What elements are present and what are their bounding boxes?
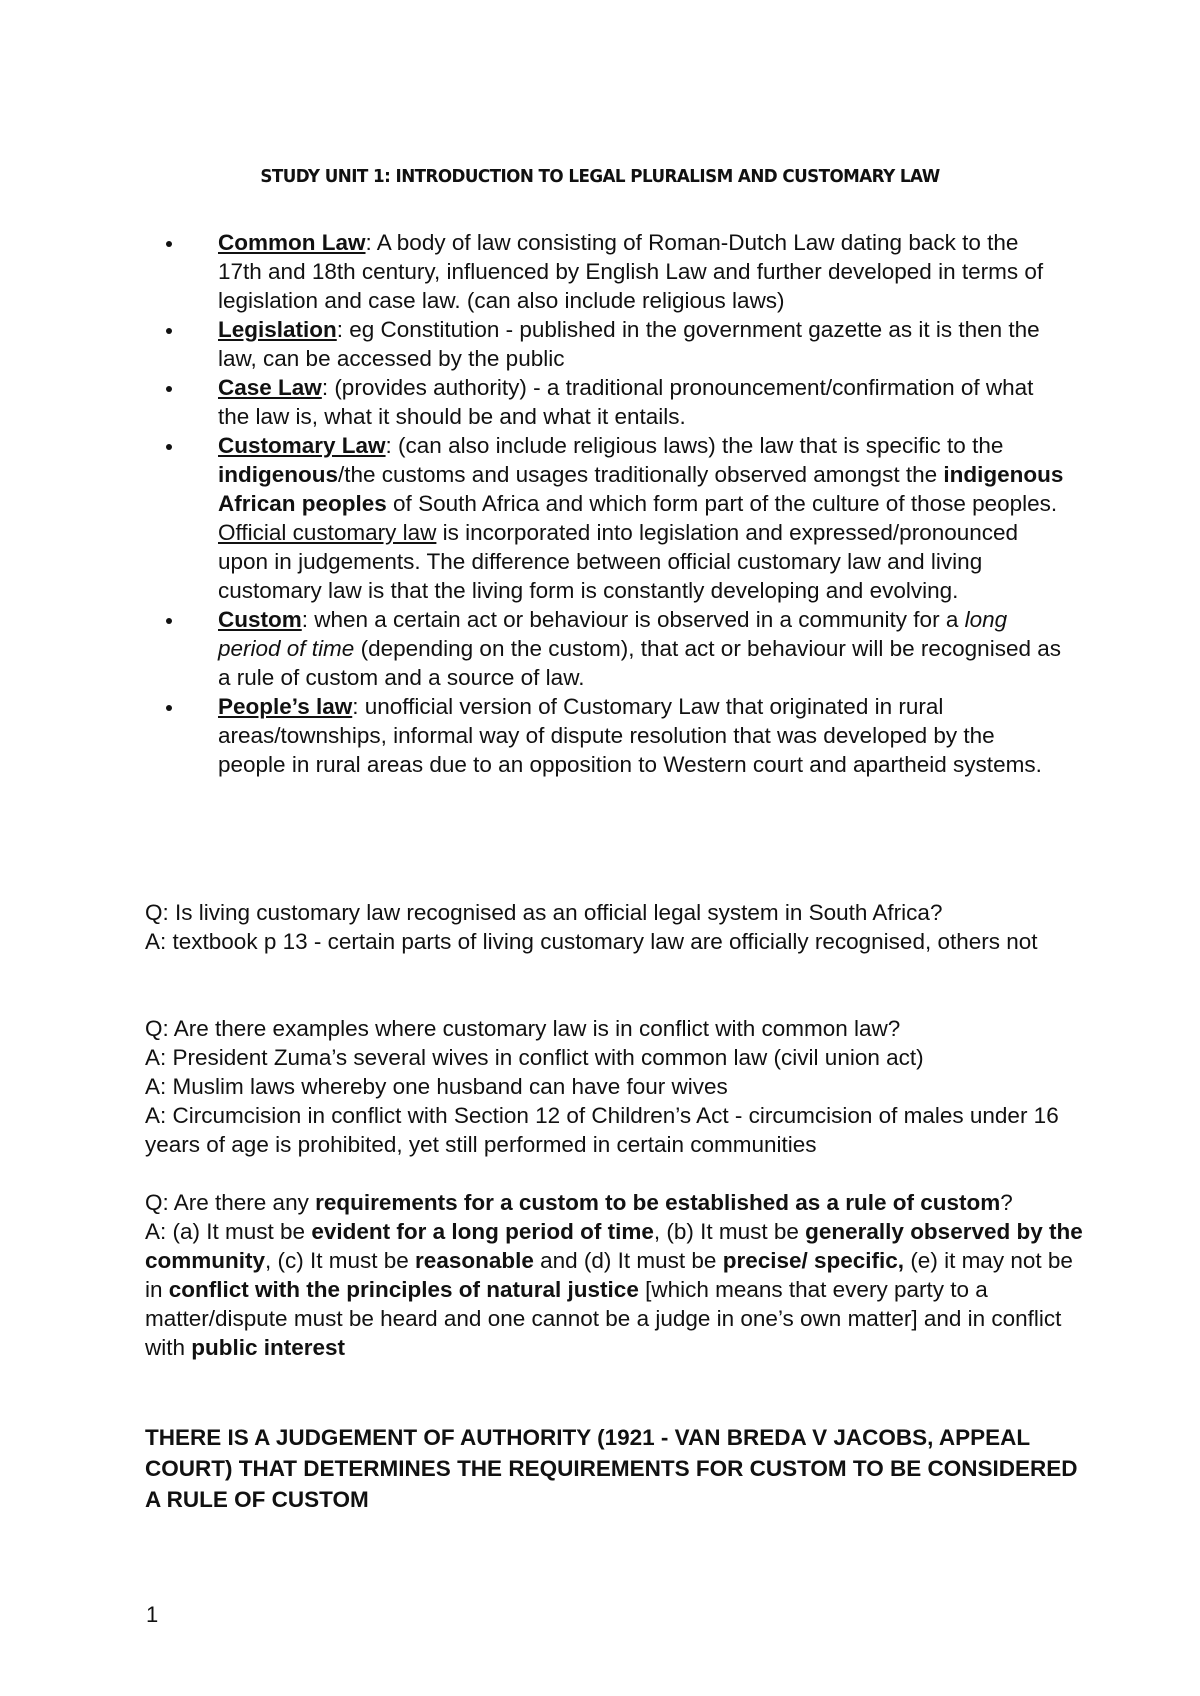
answer-part: [which means that every party to a matter/dispute must be heard and one cannot be a judge in one’s own matter] and in conflict with: [145, 1277, 1062, 1360]
answer-part: , (c) It must be: [265, 1248, 416, 1273]
answer-text: A: President Zuma’s several wives in conflict with common law (civil union act): [145, 1045, 924, 1070]
question-prefix: Q: Are there any: [145, 1190, 316, 1215]
bullet-icon: [166, 328, 172, 334]
answer-text: [145, 1217, 1085, 1362]
definitions-list: [148, 228, 1068, 779]
definition-text: /the customs and usages traditionally observed amongst the: [338, 462, 944, 487]
list-item: [148, 431, 1068, 605]
question-suffix: ?: [1000, 1190, 1013, 1215]
page-title: STUDY UNIT 1: INTRODUCTION TO LEGAL PLURALISM AND CUSTOMARY LAW: [260, 166, 940, 187]
italic-text: long period of time: [218, 607, 1008, 661]
answer-part: , (b) It must be: [653, 1219, 806, 1244]
answer-part: and (d) It must be: [533, 1248, 723, 1273]
closing-statement: [145, 1422, 1085, 1515]
definition-text: : A body of law consisting of Roman-Dutch Law dating back to the 17th and 18th century, influenced by English Law and further developed in terms of legislation and case law. (can also include religious laws): [218, 230, 1044, 313]
definition-term: Customary Law: [218, 433, 386, 458]
answer-text: A: Circumcision in conflict with Section 12 of Children’s Act - circumcision of males under 16 years of age is prohibited, yet still performed in certain communities: [145, 1103, 1059, 1157]
underlined-text: Official customary law: [218, 520, 437, 545]
list-item: [148, 373, 1068, 431]
answer-text: A: textbook p 13 - certain parts of living customary law are officially recognised, others not: [145, 929, 1038, 954]
definition-text: : when a certain act or behaviour is observed in a community for a: [301, 607, 965, 632]
qa-block-2: [145, 1014, 1085, 1159]
definition-term: Common Law: [218, 230, 366, 255]
qa-block-3: [145, 1188, 1085, 1362]
answer-emphasis: precise/ specific,: [722, 1248, 905, 1273]
question-text: [145, 1188, 1085, 1217]
definition-text: : eg Constitution - published in the government gazette as it is then the law, can be accessed by the public: [218, 317, 1040, 371]
answer-emphasis: reasonable: [415, 1248, 534, 1273]
list-item: [148, 692, 1068, 779]
definition-text: : unofficial version of Customary Law that originated in rural areas/townships, informal way of dispute resolution that was developed by the people in rural areas due to an opposition to Western court and apartheid systems.: [218, 694, 1042, 777]
list-item: [148, 605, 1068, 692]
answer-text: A: Muslim laws whereby one husband can have four wives: [145, 1074, 728, 1099]
answer-part: A: (a) It must be: [145, 1219, 312, 1244]
definition-term: Case Law: [218, 375, 322, 400]
qa-block-1: [145, 898, 1085, 956]
list-item: [148, 315, 1068, 373]
question-emphasis: requirements for a custom to be established as a rule of custom: [315, 1190, 1001, 1215]
definition-term: Legislation: [218, 317, 337, 342]
closing-text: THERE IS A JUDGEMENT OF AUTHORITY (1921 - VAN BREDA V JACOBS, APPEAL COURT) THAT DETERMINES THE REQUIREMENTS FOR CUSTOM TO BE CONSIDERED A RULE OF CUSTOM: [145, 1425, 1078, 1512]
definition-text: : (can also include religious laws) the law that is specific to the: [385, 433, 1004, 458]
definition-term: People’s law: [218, 694, 353, 719]
list-item: [148, 228, 1068, 315]
bullet-icon: [166, 618, 172, 624]
answer-emphasis: public interest: [191, 1335, 346, 1360]
definition-term: Custom: [218, 607, 302, 632]
definition-text: : (provides authority) - a traditional pronouncement/confirmation of what the law is, what it should be and what it entails.: [218, 375, 1034, 429]
bullet-icon: [166, 386, 172, 392]
bullet-icon: [166, 241, 172, 247]
answer-emphasis: conflict with the principles of natural justice: [168, 1277, 639, 1302]
page-number: 1: [146, 1602, 159, 1627]
question-text: Q: Are there examples where customary law is in conflict with common law?: [145, 1016, 901, 1041]
definition-text: (depending on the custom), that act or behaviour will be recognised as a rule of custom and a source of law.: [218, 636, 1061, 690]
answer-emphasis: generally observed by the community: [145, 1219, 1083, 1273]
emphasis-text: indigenous: [218, 462, 338, 487]
emphasis-text: indigenous African peoples: [218, 462, 1064, 516]
question-text: Q: Is living customary law recognised as an official legal system in South Africa?: [145, 900, 943, 925]
answer-part: (e) it may not be in: [145, 1248, 1073, 1302]
definition-text: of South Africa and which form part of the culture of those peoples.: [386, 491, 1058, 516]
definition-text: is incorporated into legislation and expressed/pronounced upon in judgements. The difference between official customary law and living customary law is that the living form is constantly developing and evolving.: [218, 520, 1019, 603]
bullet-icon: [166, 705, 172, 711]
answer-emphasis: evident for a long period of time: [311, 1219, 654, 1244]
bullet-icon: [166, 444, 172, 450]
